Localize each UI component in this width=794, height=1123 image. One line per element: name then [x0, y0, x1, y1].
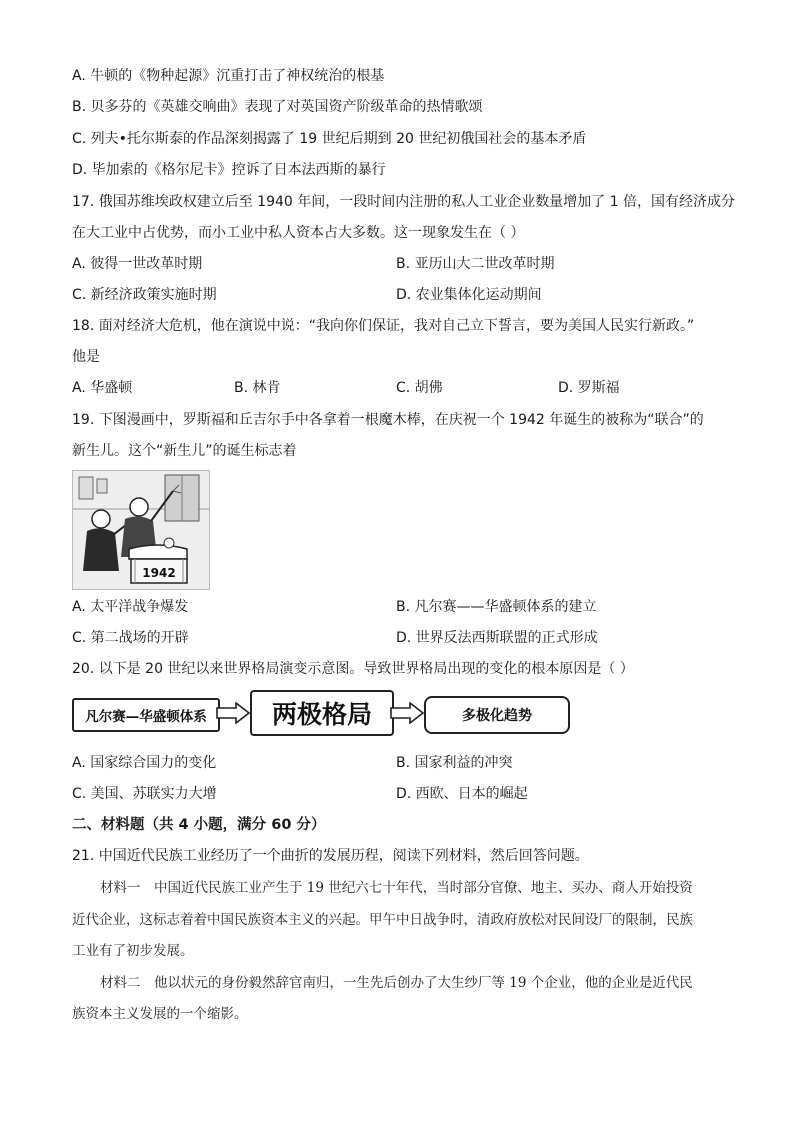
arrow-right-icon — [216, 702, 250, 724]
cartoon-drawing — [73, 471, 209, 589]
cartoon-image — [72, 470, 210, 590]
q21-stem: 21. 中国近代民族工业经历了一个曲折的发展历程，阅读下列材料，然后回答问题。 — [72, 848, 589, 864]
q20-option-d: D. 西欧、日本的崛起 — [396, 786, 528, 802]
q19-option-c: C. 第二战场的开辟 — [72, 630, 189, 646]
q16-option-c: C. 列夫•托尔斯泰的作品深刻揭露了 19 世纪后期到 20 世纪初俄国社会的基本矛盾 — [72, 131, 587, 147]
q19-stem-line1: 19. 下图漫画中，罗斯福和丘吉尔手中各拿着一根魔木棒，在庆祝一个 1942 年诞生的被称为“联合”的 — [72, 412, 704, 428]
q21-material2-line1: 材料二 他以状元的身份毅然辞官南归，一生先后创办了大生纱厂等 19 个企业，他的企业是近代民 — [100, 975, 693, 991]
q21-material1-line3: 工业有了初步发展。 — [72, 943, 194, 959]
q19-stem-line2: 新生儿。这个“新生儿”的诞生标志着 — [72, 443, 297, 459]
q20-option-b: B. 国家利益的冲突 — [396, 755, 513, 771]
q18-option-d: D. 罗斯福 — [558, 380, 620, 396]
q16-option-a: A. 牛顿的《物种起源》沉重打击了神权统治的根基 — [72, 68, 385, 84]
q18-stem-line2: 他是 — [72, 349, 100, 365]
q17-option-a: A. 彼得一世改革时期 — [72, 256, 203, 272]
q17-stem-line2: 在大工业中占优势，而小工业中私人资本占大多数。这一现象发生在（ ） — [72, 225, 525, 241]
q18-option-a: A. 华盛顿 — [72, 380, 133, 396]
q19-option-d: D. 世界反法西斯联盟的正式形成 — [396, 630, 598, 646]
diagram-box-versailles: 凡尔赛—华盛顿体系 — [72, 698, 220, 732]
q18-stem-line1: 18. 面对经济大危机，他在演说中说：“我向你们保证，我对自己立下誓言，要为美国人民实行新政。” — [72, 318, 695, 334]
q20-option-a: A. 国家综合国力的变化 — [72, 755, 217, 771]
q18-option-b: B. 林肯 — [234, 380, 281, 396]
q20-option-c: C. 美国、苏联实力大增 — [72, 786, 217, 802]
section-title: 二、材料题（共 4 小题，满分 60 分） — [72, 817, 326, 833]
q20-stem: 20. 以下是 20 世纪以来世界格局演变示意图。导致世界格局出现的变化的根本原因是（ ） — [72, 661, 634, 677]
q17-option-b: B. 亚历山大二世改革时期 — [396, 256, 555, 272]
q21-material2-line2: 族资本主义发展的一个缩影。 — [72, 1006, 248, 1022]
q17-stem-line1: 17. 俄国苏维埃政权建立后至 1940 年间，一段时间内注册的私人工业企业数量增加了 1 倍，国有经济成分 — [72, 194, 736, 210]
arrow-right-icon — [390, 702, 424, 724]
q19-option-a: A. 太平洋战争爆发 — [72, 599, 189, 615]
q16-option-d: D. 毕加索的《格尔尼卡》控诉了日本法西斯的暴行 — [72, 162, 386, 178]
q16-option-b: B. 贝多芬的《英雄交响曲》表现了对英国资产阶级革命的热情歌颂 — [72, 99, 483, 115]
q21-material1-line1: 材料一 中国近代民族工业产生于 19 世纪六七十年代，当时部分官僚、地主、买办、商人开始投资 — [100, 880, 693, 896]
cartoon-year-label: 1942 — [142, 566, 176, 580]
q18-option-c: C. 胡佛 — [396, 380, 443, 396]
q19-option-b: B. 凡尔赛——华盛顿体系的建立 — [396, 599, 597, 615]
world-pattern-diagram — [72, 688, 572, 740]
q17-option-c: C. 新经济政策实施时期 — [72, 287, 217, 303]
diagram-box-multipolar: 多极化趋势 — [424, 696, 570, 734]
q17-option-d: D. 农业集体化运动期间 — [396, 287, 542, 303]
q21-material1-line2: 近代企业，这标志着着中国民族资本主义的兴起。甲午中日战争时，清政府放松对民间设厂的限制，民族 — [72, 912, 693, 928]
diagram-box-bipolar: 两极格局 — [250, 690, 394, 736]
